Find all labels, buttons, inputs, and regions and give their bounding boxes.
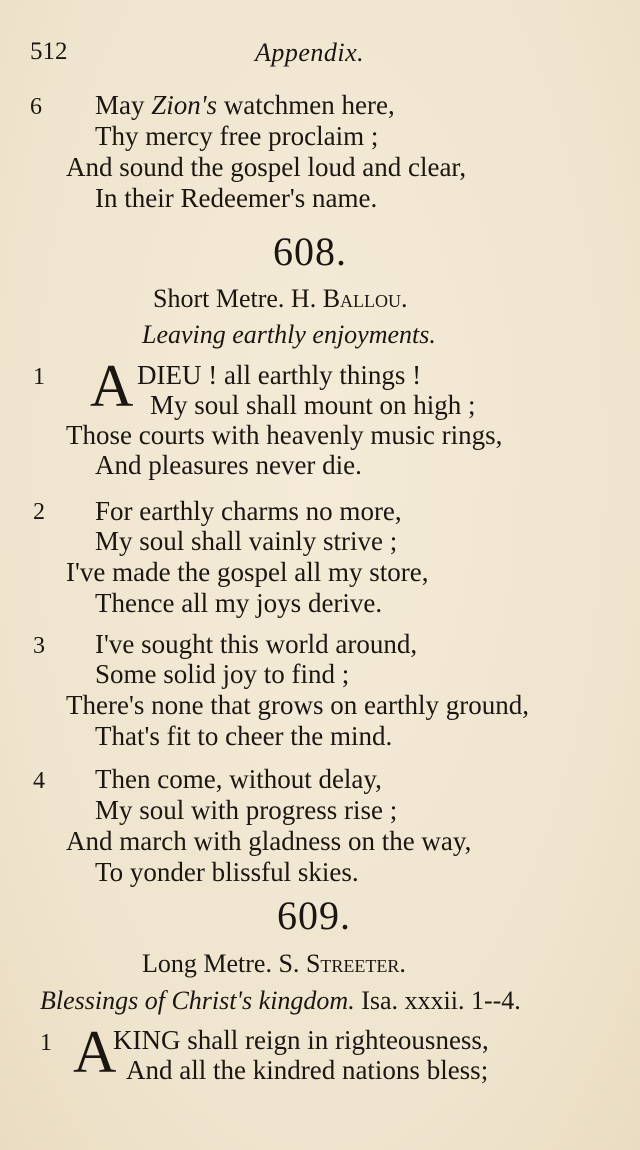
verse-line: And all the kindred nations bless; [126,1055,489,1085]
verse-text-italic: Zion's [151,90,218,120]
verse-number: 2 [33,499,45,525]
hymn-subtitle: Blessings of Christ's kingdom. [40,986,355,1015]
verse-line: To yonder blissful skies. [95,857,359,887]
verse-line: And march with gladness on the way, [66,826,472,856]
verse-number: 6 [30,94,42,120]
verse-line: My soul shall mount on high ; [150,390,476,420]
verse-line: Then come, without delay, [95,764,382,794]
metre: Short Metre. [153,284,285,313]
author-initial: H. [290,284,317,313]
hymn-number: 608. [273,229,347,274]
verse-line: Those courts with heavenly music rings, [66,420,503,450]
verse-line: My soul shall vainly strive ; [95,526,398,556]
verse-line: In their Redeemer's name. [95,183,378,213]
drop-cap: A [90,353,134,419]
scripture-reference: Isa. xxxii. 1--4. [361,986,521,1015]
metre: Long Metre. [142,949,272,978]
author-initial: S. [278,949,300,978]
verse-line: Some solid joy to find ; [95,659,350,689]
verse-line: My soul with progress rise ; [95,795,398,825]
verse-line: That's fit to cheer the mind. [95,721,393,751]
verse-line: There's none that grows on earthly ground, [66,690,529,720]
verse-line: I've sought this world around, [95,629,418,659]
verse-number: 1 [40,1030,52,1056]
verse-line: DIEU ! all earthly things ! [137,360,422,390]
hymn-number: 609. [277,893,351,938]
verse-number: 4 [33,768,45,794]
hymn-subtitle: Leaving earthly enjoyments. [142,320,436,349]
verse-line: KING shall reign in righteousness, [113,1025,489,1055]
verse-line: And sound the gospel loud and clear, [66,152,467,182]
page-number: 512 [30,38,68,65]
metre-line [153,284,408,314]
verse-line: Thence all my joys derive. [95,588,383,618]
verse-line: Thy mercy free proclaim ; [95,121,379,151]
verse-line: And pleasures never die. [95,450,362,480]
verse-line: For earthly charms no more, [95,496,402,526]
verse-number: 3 [33,633,45,659]
verse-line: I've made the gospel all my store, [66,557,429,587]
drop-cap: A [73,1019,117,1085]
verse-number: 1 [33,364,45,390]
hymn-subtitle-line [40,986,521,1016]
author: Ballou. [322,284,408,313]
verse-text: May [95,90,152,120]
verse-line [95,90,395,120]
verse-text: watchmen here, [217,90,395,120]
running-title: Appendix. [255,38,365,67]
metre-line [142,949,406,979]
author: Streeter. [305,949,406,978]
